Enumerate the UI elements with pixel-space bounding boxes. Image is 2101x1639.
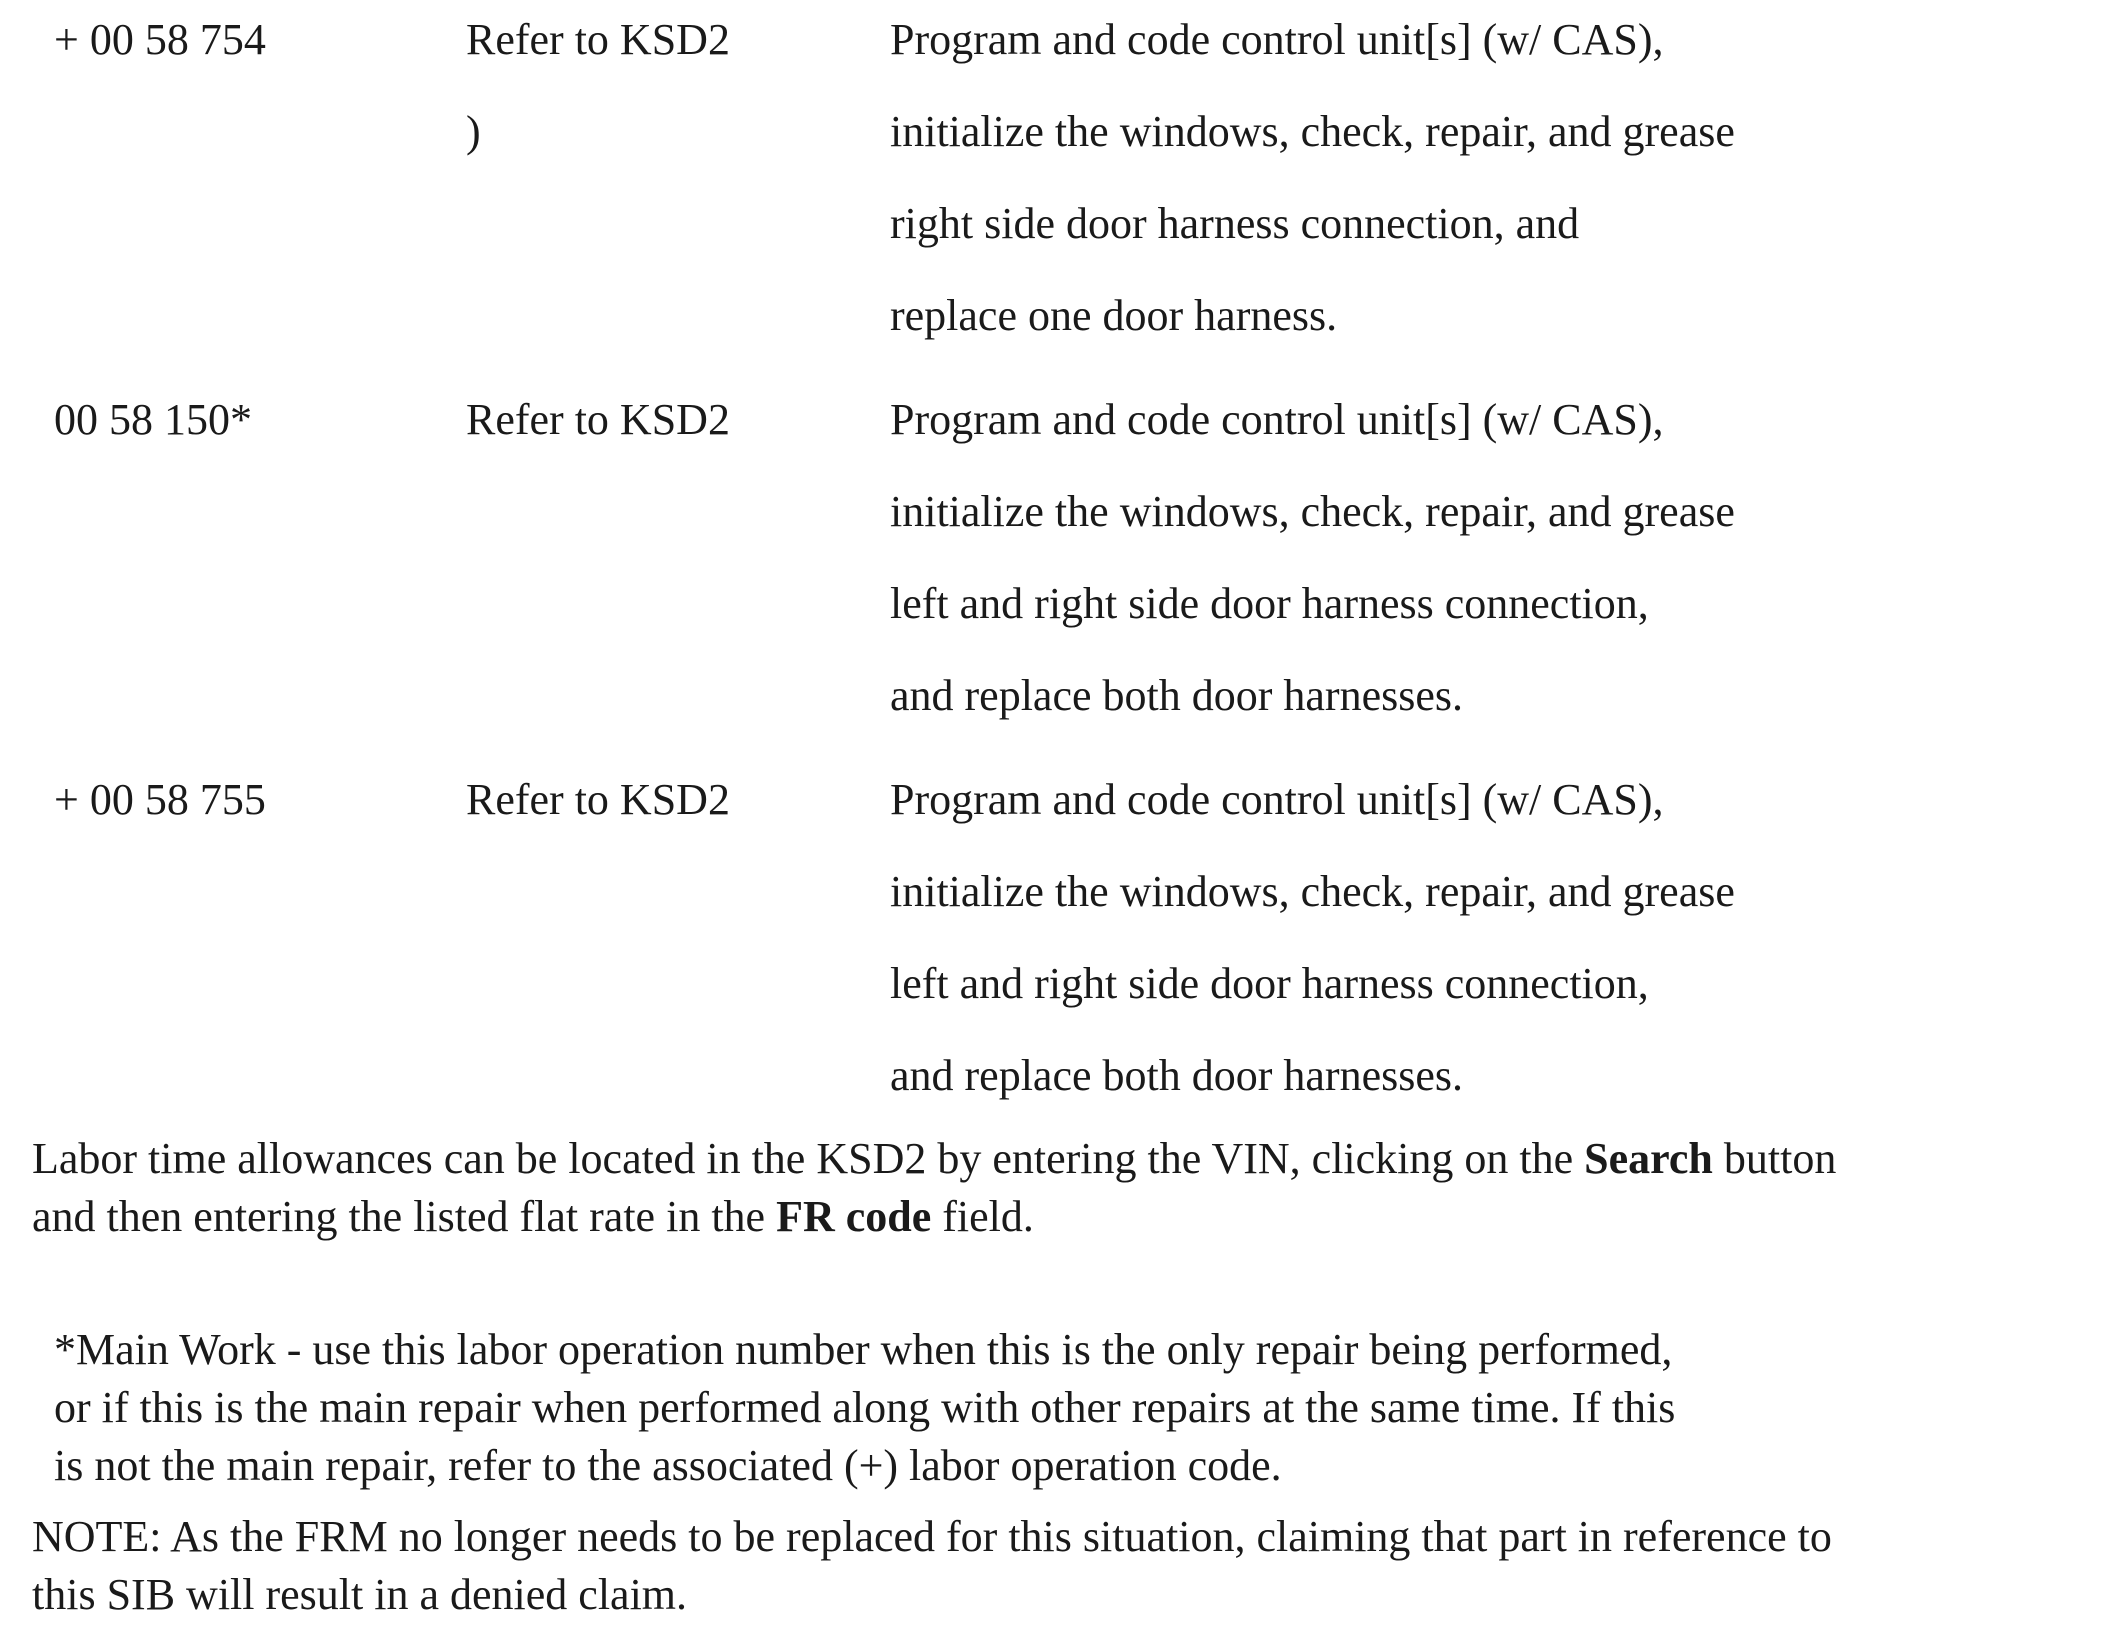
description-line: initialize the windows, check, repair, and grease [890, 107, 1735, 156]
footnote-line: is not the main repair, refer to the associated (+) labor operation code. [54, 1441, 1282, 1490]
labor-code-2: 00 58 150* [54, 395, 252, 444]
description-line: initialize the windows, check, repair, and grease [890, 867, 1735, 916]
labor-reference-3: Refer to KSD2 [466, 775, 730, 824]
description-line: and replace both door harnesses. [890, 671, 1464, 720]
footnote-line: *Main Work - use this labor operation number when this is the only repair being performed, [54, 1325, 1673, 1374]
fr-code-keyword: FR code [776, 1192, 932, 1241]
note-line: this SIB will result in a denied claim. [32, 1570, 688, 1619]
main-work-footnote [54, 1321, 1675, 1495]
labor-description-2 [890, 374, 1735, 742]
search-keyword: Search [1584, 1134, 1713, 1183]
description-line: left and right side door harness connection, [890, 579, 1649, 628]
labor-code-3: + 00 58 755 [54, 775, 266, 824]
footnote-line: or if this is the main repair when performed along with other repairs at the same time. If this [54, 1383, 1676, 1432]
description-line: and replace both door harnesses. [890, 1051, 1464, 1100]
labor-code-1: + 00 58 754 [54, 15, 266, 64]
description-line: initialize the windows, check, repair, and grease [890, 487, 1735, 536]
labor-allowance-paragraph [32, 1130, 1836, 1246]
labor-allowance-line-1: Labor time allowances can be located in the KSD2 by entering the VIN, clicking on the Search button [32, 1134, 1837, 1183]
frm-note [32, 1508, 1832, 1624]
description-line: Program and code control unit[s] (w/ CAS), [890, 395, 1664, 444]
labor-reference-1-cont: ) [466, 107, 481, 156]
labor-description-1 [890, 0, 1735, 362]
description-line: replace one door harness. [890, 291, 1338, 340]
labor-reference-2: Refer to KSD2 [466, 395, 730, 444]
description-line: right side door harness connection, and [890, 199, 1580, 248]
labor-description-3 [890, 754, 1735, 1122]
labor-allowance-line-2: and then entering the listed flat rate in the FR code field. [32, 1192, 1034, 1241]
description-line: left and right side door harness connection, [890, 959, 1649, 1008]
note-line: NOTE: As the FRM no longer needs to be replaced for this situation, claiming that part in reference to [32, 1512, 1832, 1561]
labor-reference-1: Refer to KSD2 [466, 15, 730, 64]
description-line: Program and code control unit[s] (w/ CAS), [890, 775, 1664, 824]
description-line: Program and code control unit[s] (w/ CAS), [890, 15, 1664, 64]
